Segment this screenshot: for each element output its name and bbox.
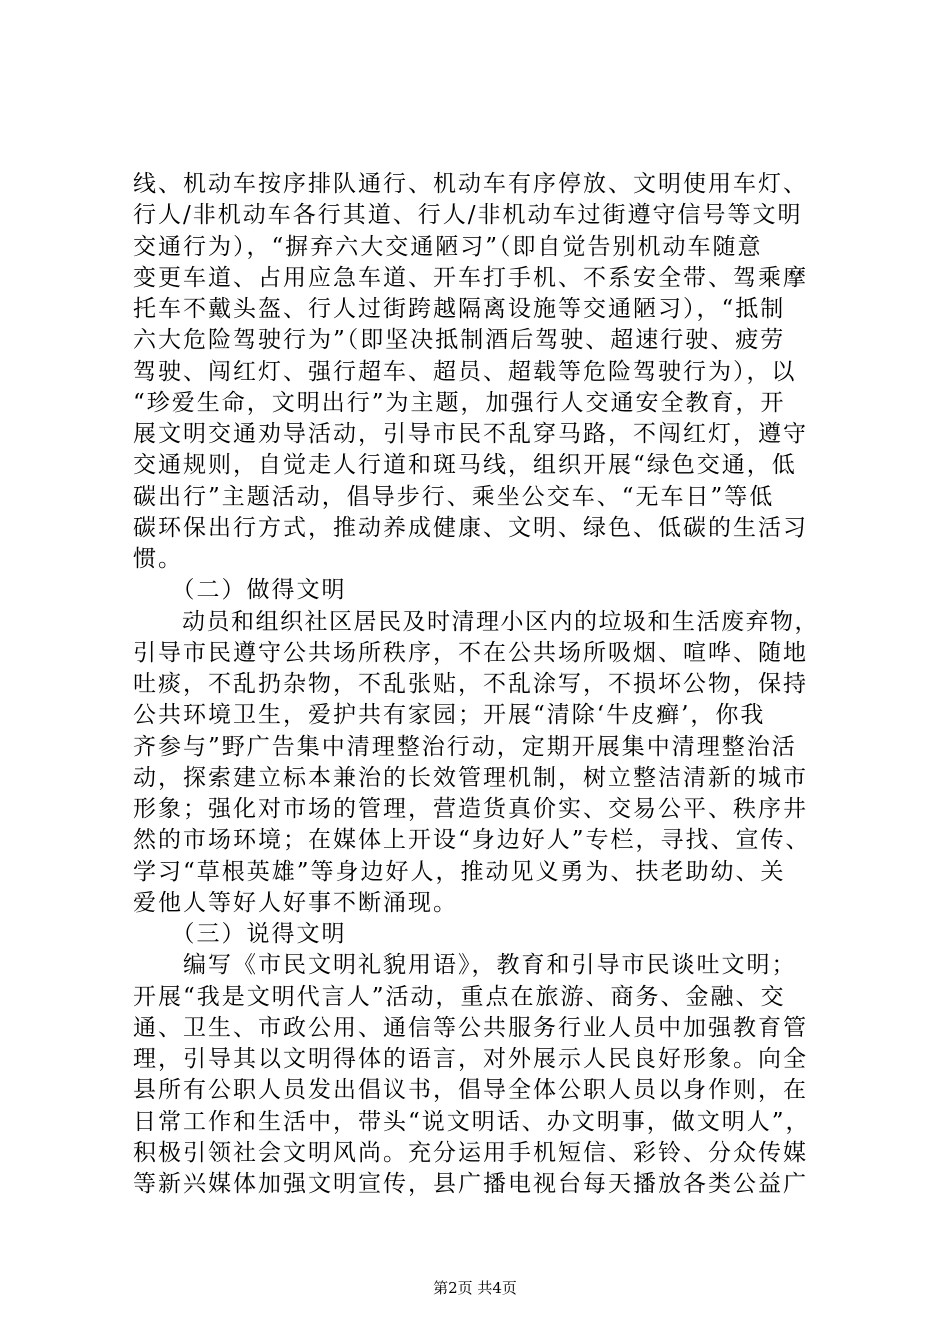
text-line: 通、卫生、市政公用、通信等公共服务行业人员中加强教育管	[133, 1014, 808, 1041]
text-line: 驾驶、闯红灯、强行超车、超员、超载等危险驾驶行为），以	[133, 358, 797, 385]
page-number-footer: 第2页 共4页	[433, 1279, 517, 1297]
document-body	[133, 169, 823, 1200]
text-line: 惯。	[133, 546, 183, 572]
section-heading: （二）做得文明	[133, 577, 347, 604]
text-line: 六大危险驾驶行为”（即坚决抵制酒后驾驶、超速行驶、疲劳	[133, 327, 786, 354]
text-line: 齐参与”野广告集中清理整治行动，定期开展集中清理整治活	[133, 733, 797, 760]
text-line: 爱他人等好人好事不断涌现。	[133, 889, 458, 916]
text-line: 动，探索建立标本兼治的长效管理机制，树立整洁清新的城市	[133, 764, 808, 791]
text-line: “珍爱生命，文明出行”为主题，加强行人交通安全教育，开	[133, 389, 786, 416]
text-line: 等新兴媒体加强文明宣传，县广播电视台每天播放各类公益广	[133, 1171, 808, 1197]
text-line: 开展“我是文明代言人”活动，重点在旅游、商务、金融、交	[133, 983, 786, 1010]
text-line: 线、机动车按序排队通行、机动车有序停放、文明使用车灯、	[133, 171, 808, 197]
text-line: 碳环保出行方式，推动养成健康、文明、绿色、低碳的生活习	[133, 514, 808, 541]
text-line: 引导市民遵守公共场所秩序，不在公共场所吸烟、喧哗、随地	[133, 639, 808, 666]
section-heading: （三）说得文明	[133, 921, 347, 947]
text-line: 行人/非机动车各行其道、行人/非机动车过街遵守信号等文明	[133, 202, 803, 229]
text-line: 碳出行”主题活动，倡导步行、乘坐公交车、“无车日”等低	[133, 483, 775, 510]
text-line: 然的市场环境；在媒体上开设“身边好人”专栏，寻找、宣传、	[133, 827, 811, 854]
text-line: 吐痰，不乱扔杂物，不乱张贴，不乱涂写，不损坏公物，保持	[133, 671, 808, 697]
text-line: 交通规则，自觉走人行道和斑马线，组织开展“绿色交通，低	[133, 452, 797, 479]
text-line: 县所有公职人员发出倡议书，倡导全体公职人员以身作则，在	[133, 1077, 808, 1104]
text-line: 编写《市民文明礼貌用语》，教育和引导市民谈吐文明；	[133, 952, 797, 979]
text-line: 托车不戴头盔、行人过街跨越隔离设施等交通陋习），“抵制	[133, 296, 786, 322]
text-line: 交通行为），“摒弃六大交通陋习”（即自觉告别机动车随意	[133, 233, 763, 260]
text-line: 学习“草根英雄”等身边好人，推动见义勇为、扶老助幼、关	[133, 858, 786, 885]
text-line: 展文明交通劝导活动，引导市民不乱穿马路，不闯红灯，遵守	[133, 421, 808, 447]
text-line: 公共环境卫生，爱护共有家园；开展“清除‘牛皮癣’，你我	[133, 702, 766, 729]
text-line: 积极引领社会文明风尚。充分运用手机短信、彩铃、分众传媒	[133, 1139, 808, 1166]
text-line: 日常工作和生活中，带头“说文明话、办文明事，做文明人”，	[133, 1108, 811, 1135]
text-line: 形象；强化对市场的管理，营造货真价实、交易公平、秩序井	[133, 796, 808, 822]
text-line: 理，引导其以文明得体的语言，对外展示人民良好形象。向全	[133, 1046, 808, 1072]
text-line: 变更车道、占用应急车道、开车打手机、不系安全带、驾乘摩	[133, 264, 808, 291]
text-line: 动员和组织社区居民及时清理小区内的垃圾和生活废弃物，	[133, 608, 819, 635]
